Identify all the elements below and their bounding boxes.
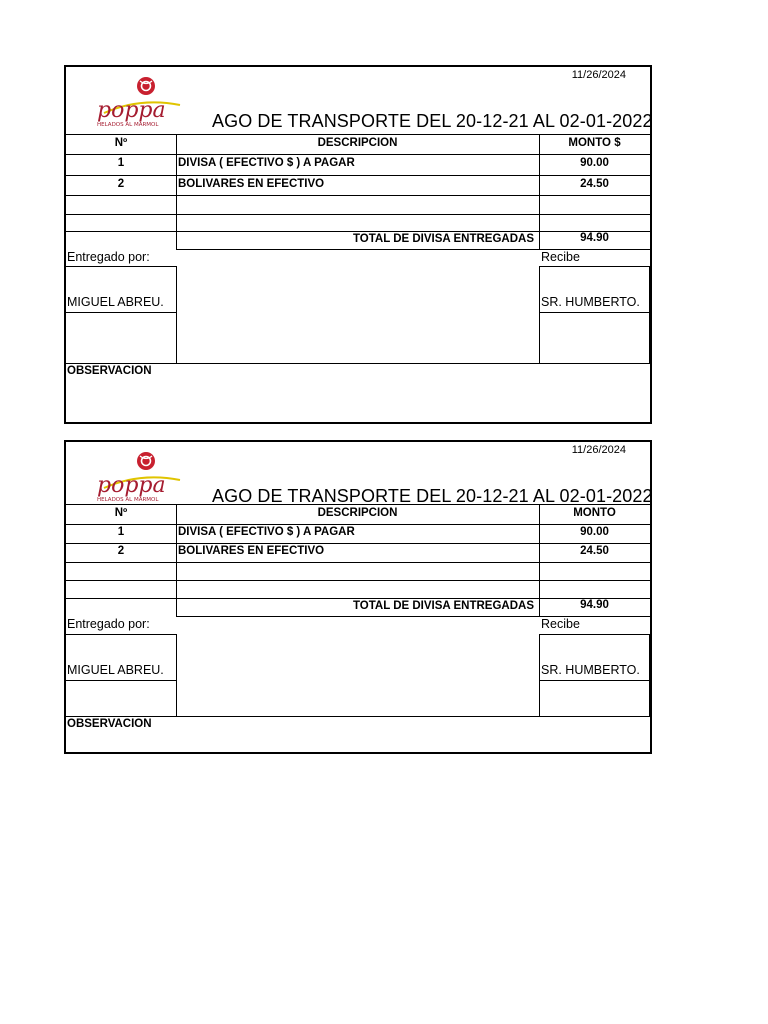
observation-label: OBSERVACION <box>67 718 152 730</box>
logo-tagline: HELADOS AL MÁRMOL <box>97 122 159 127</box>
header-number: Nº <box>114 507 128 519</box>
row-description: DIVISA ( EFECTIVO $ ) A PAGAR <box>178 157 355 169</box>
total-value: 94.90 <box>580 599 609 611</box>
row-number: 2 <box>117 178 125 190</box>
receiver-name: SR. HUMBERTO. <box>541 663 640 677</box>
header-number: Nº <box>114 137 128 149</box>
receipt-title: AGO DE TRANSPORTE DEL 20-12-21 AL 02-01-2022 <box>212 486 653 506</box>
row-description: BOLIVARES EN EFECTIVO <box>178 178 325 190</box>
total-value: 94.90 <box>580 232 609 244</box>
observation-label: OBSERVACION <box>67 365 152 377</box>
row-number: 1 <box>117 526 125 538</box>
receiver-label: Recibe <box>541 617 580 631</box>
row-description: BOLIVARES EN EFECTIVO <box>178 545 325 557</box>
poppa-logo <box>94 75 186 127</box>
row-amount: 24.50 <box>580 178 609 190</box>
receiver-name: SR. HUMBERTO. <box>541 295 640 309</box>
row-amount: 24.50 <box>580 545 609 557</box>
delivered-by-label: Entregado por: <box>67 617 150 631</box>
receipt-date: 11/26/2024 <box>571 444 626 456</box>
delivered-by-label: Entregado por: <box>67 250 150 264</box>
row-number: 1 <box>117 157 125 169</box>
row-amount: 90.00 <box>580 157 609 169</box>
receipt-1 <box>64 65 652 424</box>
logo-brand: poppa <box>97 98 166 123</box>
row-description: DIVISA ( EFECTIVO $ ) A PAGAR <box>178 526 355 538</box>
receipt-2 <box>64 440 652 754</box>
row-number: 2 <box>117 545 125 557</box>
delivered-by-name: MIGUEL ABREU. <box>67 663 164 677</box>
receipt-date: 11/26/2024 <box>571 69 626 81</box>
logo-tagline: HELADOS AL MÁRMOL <box>97 497 159 502</box>
header-description: DESCRIPCION <box>317 507 398 519</box>
header-amount: MONTO <box>573 507 616 519</box>
total-label: TOTAL DE DIVISA ENTREGADAS <box>352 233 534 245</box>
header-description: DESCRIPCION <box>317 137 398 149</box>
logo-brand: poppa <box>97 473 166 498</box>
header-amount: MONTO $ <box>568 137 621 149</box>
receiver-label: Recibe <box>541 250 580 264</box>
poppa-logo <box>94 450 186 502</box>
delivered-by-name: MIGUEL ABREU. <box>67 295 164 309</box>
total-label: TOTAL DE DIVISA ENTREGADAS <box>352 600 534 612</box>
row-amount: 90.00 <box>580 526 609 538</box>
receipt-title: AGO DE TRANSPORTE DEL 20-12-21 AL 02-01-2022 <box>212 111 653 131</box>
